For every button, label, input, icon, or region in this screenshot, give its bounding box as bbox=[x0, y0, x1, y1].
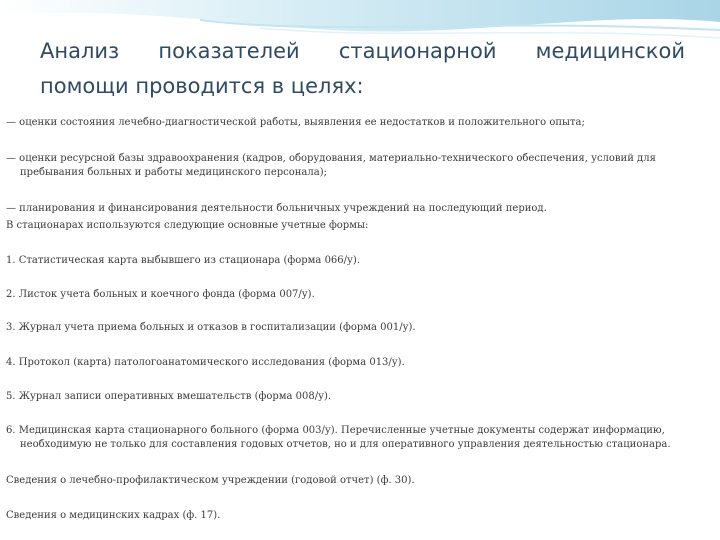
goal-item-2: — оценки ресурсной базы здравоохранения (кадров, оборудования, материально-технического обеспечения, условий для пребывания больных и работы медицинского персонала); bbox=[6, 153, 656, 178]
slide-title-line-1: Анализ показателей стационарной медицинской bbox=[40, 39, 685, 63]
forms-intro: В стационарах используются следующие основные учетные формы: bbox=[6, 220, 369, 231]
report-item-30: Сведения о лечебно-профилактическом учреждении (годовой отчет) (ф. 30). bbox=[6, 475, 415, 486]
goal-item-3: — планирования и финансирования деятельности больничных учреждений на последующий период. bbox=[6, 203, 547, 214]
form-item-5: 5. Журнал записи оперативных вмешательств (форма 008/у). bbox=[6, 391, 332, 402]
form-item-4: 4. Протокол (карта) патологоанатомического исследования (форма 013/у). bbox=[6, 357, 405, 368]
form-item-6: 6. Медицинская карта стационарного больного (форма 003/у). Перечисленные учетные документы содержат информацию, необходимую не только для составления годовых отчетов, но и для оперативного управления деятельностью стационара. bbox=[6, 425, 671, 450]
form-item-3: 3. Журнал учета приема больных и отказов в госпитализации (форма 001/у). bbox=[6, 322, 416, 333]
form-item-1: 1. Статистическая карта выбывшего из стационара (форма 066/у). bbox=[6, 255, 360, 266]
report-item-17: Сведения о медицинских кадрах (ф. 17). bbox=[6, 510, 221, 521]
slide-title-line-2: помощи проводится в целях: bbox=[40, 74, 364, 98]
goal-item-1: — оценки состояния лечебно-диагностической работы, выявления ее недостатков и положительного опыта; bbox=[6, 117, 585, 128]
form-item-2: 2. Листок учета больных и коечного фонда (форма 007/у). bbox=[6, 289, 315, 300]
